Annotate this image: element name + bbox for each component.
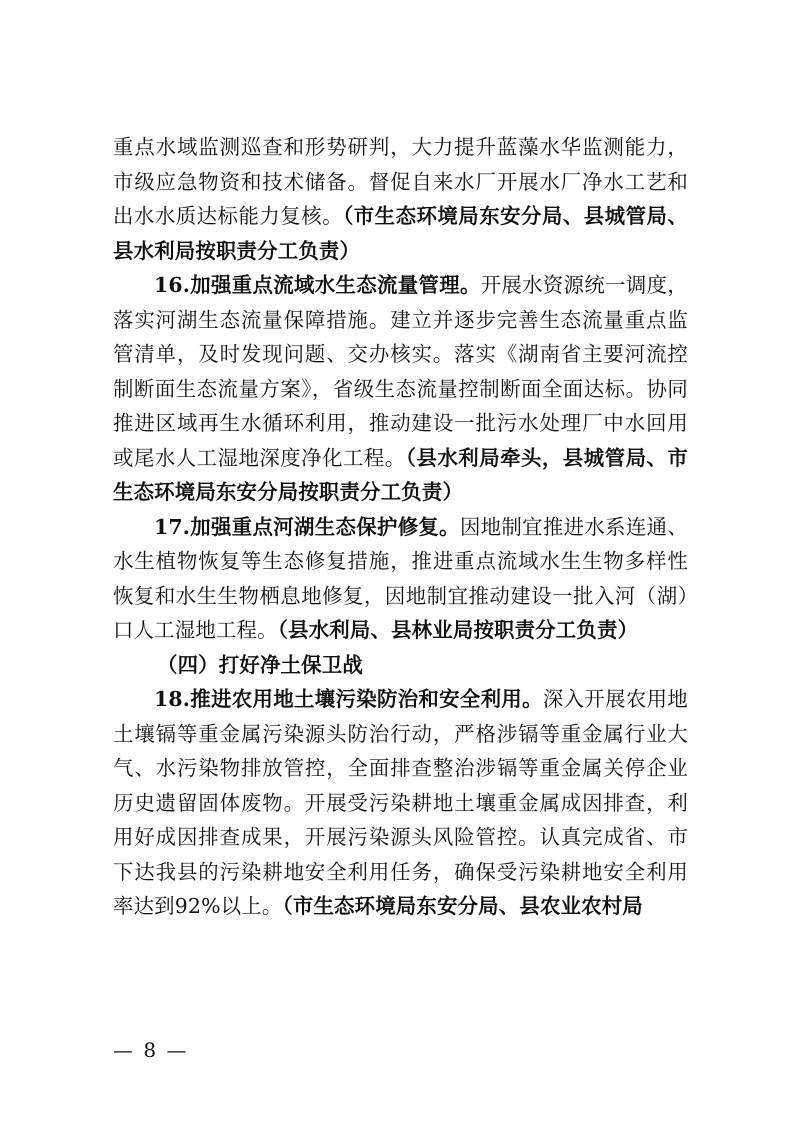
responsibility-note: （县水利局、县林业局按职责分工负责） bbox=[277, 618, 639, 642]
responsibility-note: （市生态环境局东安分局、县农业农村局 bbox=[282, 894, 643, 918]
document-body bbox=[113, 130, 688, 924]
page-number: — 8 — bbox=[113, 1038, 189, 1062]
paragraph-text: 因地制宜推进水系连通、水生植物恢复等生态修复措施，推进重点流域水生生物多样性恢复和水生生物栖息地修复，因地制宜推动建设一批入河（湖）口人工湿地工程。 bbox=[113, 514, 688, 642]
paragraph-item-16 bbox=[113, 268, 688, 510]
responsibility-note: （市生态环境局东安分局、县城管局、县水利局按职责分工负责） bbox=[113, 204, 688, 263]
paragraph-item-18 bbox=[113, 682, 688, 924]
paragraph-continuation bbox=[113, 130, 688, 268]
paragraph-text: 重点水域监测巡查和形势研判，大力提升蓝藻水华监测能力，市级应急物资和技术储备。督促自来水厂开展水厂净水工艺和出水水质达标能力复核。 bbox=[113, 135, 688, 228]
item-title: 17.加强重点河湖生态保护修复。 bbox=[154, 514, 460, 539]
item-title: 18.推进农用地土壤污染防治和安全利用。 bbox=[154, 687, 543, 711]
section-heading: （四）打好净土保卫战 bbox=[157, 652, 363, 677]
responsibility-note: （县水利局牵头，县城管局、市生态环境局东安分局按职责分工负责） bbox=[113, 445, 688, 504]
paragraph-text: 深入开展农用地土壤镉等重金属污染源头防治行动，严格涉镉等重金属行业大气、水污染物排放管控，全面排查整治涉镉等重金属关停企业历史遗留固体废物。开展受污染耕地土壤重金属成因排查，利用好成因排查成果，开展污染源头风险管控。认真完成省、市下达我县的污染耕地安全利用任务，确保受污染耕地安全利用率达到92%以上。 bbox=[113, 687, 688, 918]
item-title: 16.加强重点流域水生态流量管理。 bbox=[154, 273, 481, 297]
paragraph-item-17 bbox=[113, 510, 688, 648]
paragraph-text: 开展水资源统一调度，落实河湖生态流量保障措施。建立并逐步完善生态流量重点监管清单，及时发现问题、交办核实。落实《湖南省主要河流控制断面生态流量方案》，省级生态流量控制断面全面达标。协同推进区域再生水循环利用，推动建设一批污水处理厂中水回用或尾水人工湿地深度净化工程。 bbox=[113, 273, 688, 470]
